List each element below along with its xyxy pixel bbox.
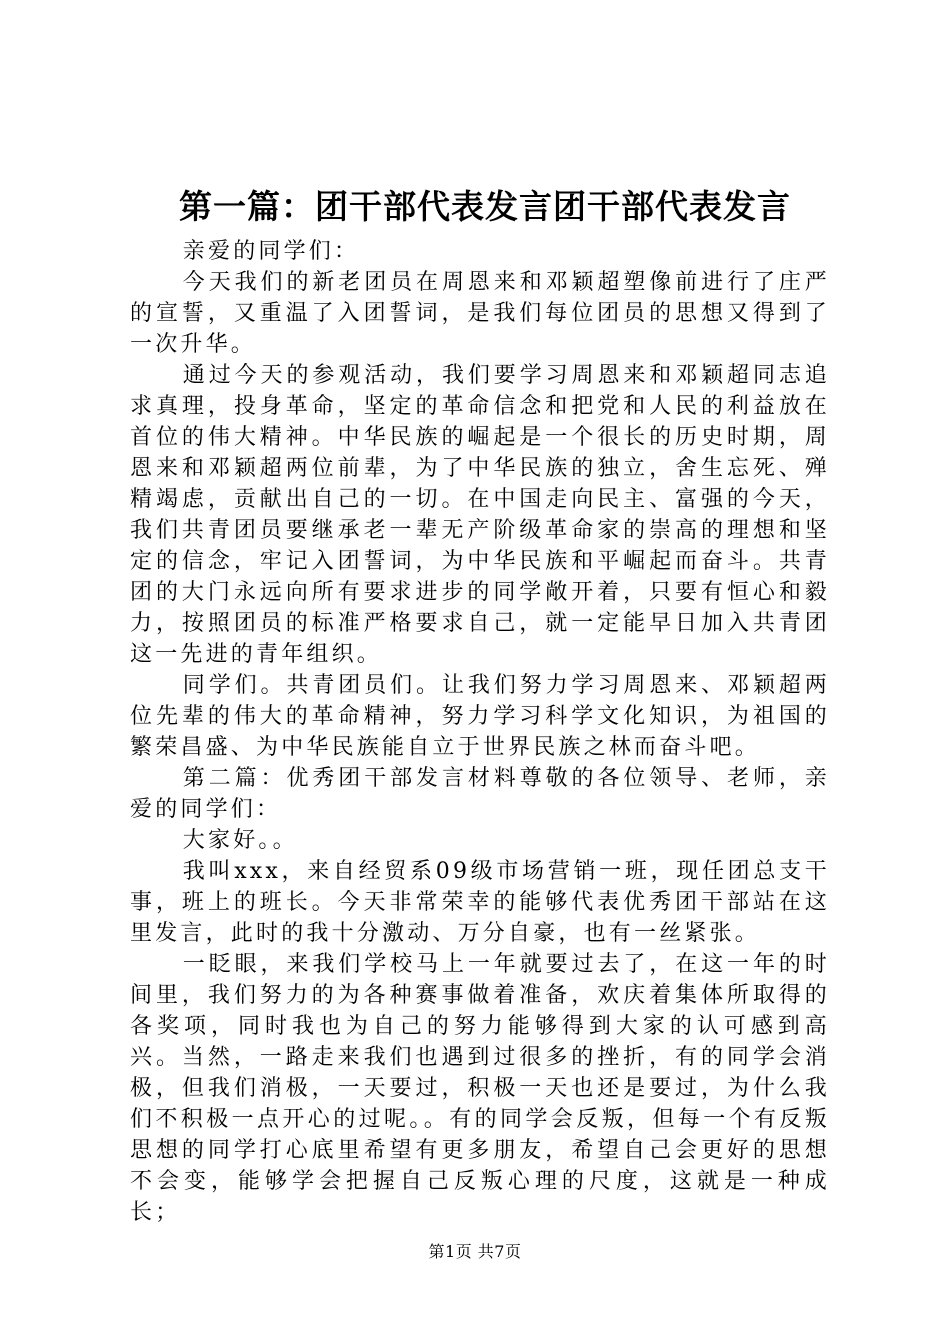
page-footer: 第1页 共7页 (428, 1242, 522, 1261)
paragraph: 同学们。共青团员们。让我们努力学习周恩来、邓颖超两位先辈的伟大的革命精神，努力学习科学文化知识，为祖国的繁荣昌盛、为中华民族能自立于世界民族之林而奋斗吧。 (130, 673, 830, 760)
document-body (130, 236, 830, 1228)
paragraph: 第二篇：优秀团干部发言材料尊敬的各位领导、老师，亲爱的同学们： (130, 766, 830, 822)
paragraph-salutation: 亲爱的同学们： (182, 239, 360, 264)
paragraph: 我叫xxx，来自经贸系09级市场营销一班，现任团总支干事，班上的班长。今天非常荣幸的能够代表优秀团干部站在这里发言，此时的我十分激动、万分自豪，也有一丝紧张。 (130, 859, 830, 946)
paragraph: 大家好。。 (182, 828, 298, 853)
document-title: 第一篇：团干部代表发言团干部代表发言 (179, 187, 791, 226)
paragraph: 今天我们的新老团员在周恩来和邓颖超塑像前进行了庄严的宣誓，又重温了入团誓词，是我们每位团员的思想又得到了一次升华。 (130, 270, 830, 357)
paragraph: 一眨眼，来我们学校马上一年就要过去了，在这一年的时间里，我们努力的为各种赛事做着准备，欢庆着集体所取得的各奖项，同时我也为自己的努力能够得到大家的认可感到高兴。当然，一路走来我们也遇到过很多的挫折，有的同学会消极，但我们消极，一天要过，积极一天也还是要过，为什么我们不积极一点开心的过呢。。有的同学会反叛，但每一个有反叛思想的同学打心底里希望有更多朋友，希望自己会更好的思想不会变，能够学会把握自己反叛心理的尺度，这就是一种成长； (130, 952, 830, 1225)
paragraph: 通过今天的参观活动，我们要学习周恩来和邓颖超同志追求真理，投身革命，坚定的革命信念和把党和人民的利益放在首位的伟大精神。中华民族的崛起是一个很长的历史时期，周恩来和邓颖超两位前辈，为了中华民族的独立，舍生忘死、殚精竭虑，贡献出自己的一切。在中国走向民主、富强的今天，我们共青团员要继承老一辈无产阶级革命家的崇高的理想和坚定的信念，牢记入团誓词，为中华民族和平崛起而奋斗。共青团的大门永远向所有要求进步的同学敞开着，只要有恒心和毅力，按照团员的标准严格要求自己，就一定能早日加入共青团这一先进的青年组织。 (130, 363, 830, 667)
